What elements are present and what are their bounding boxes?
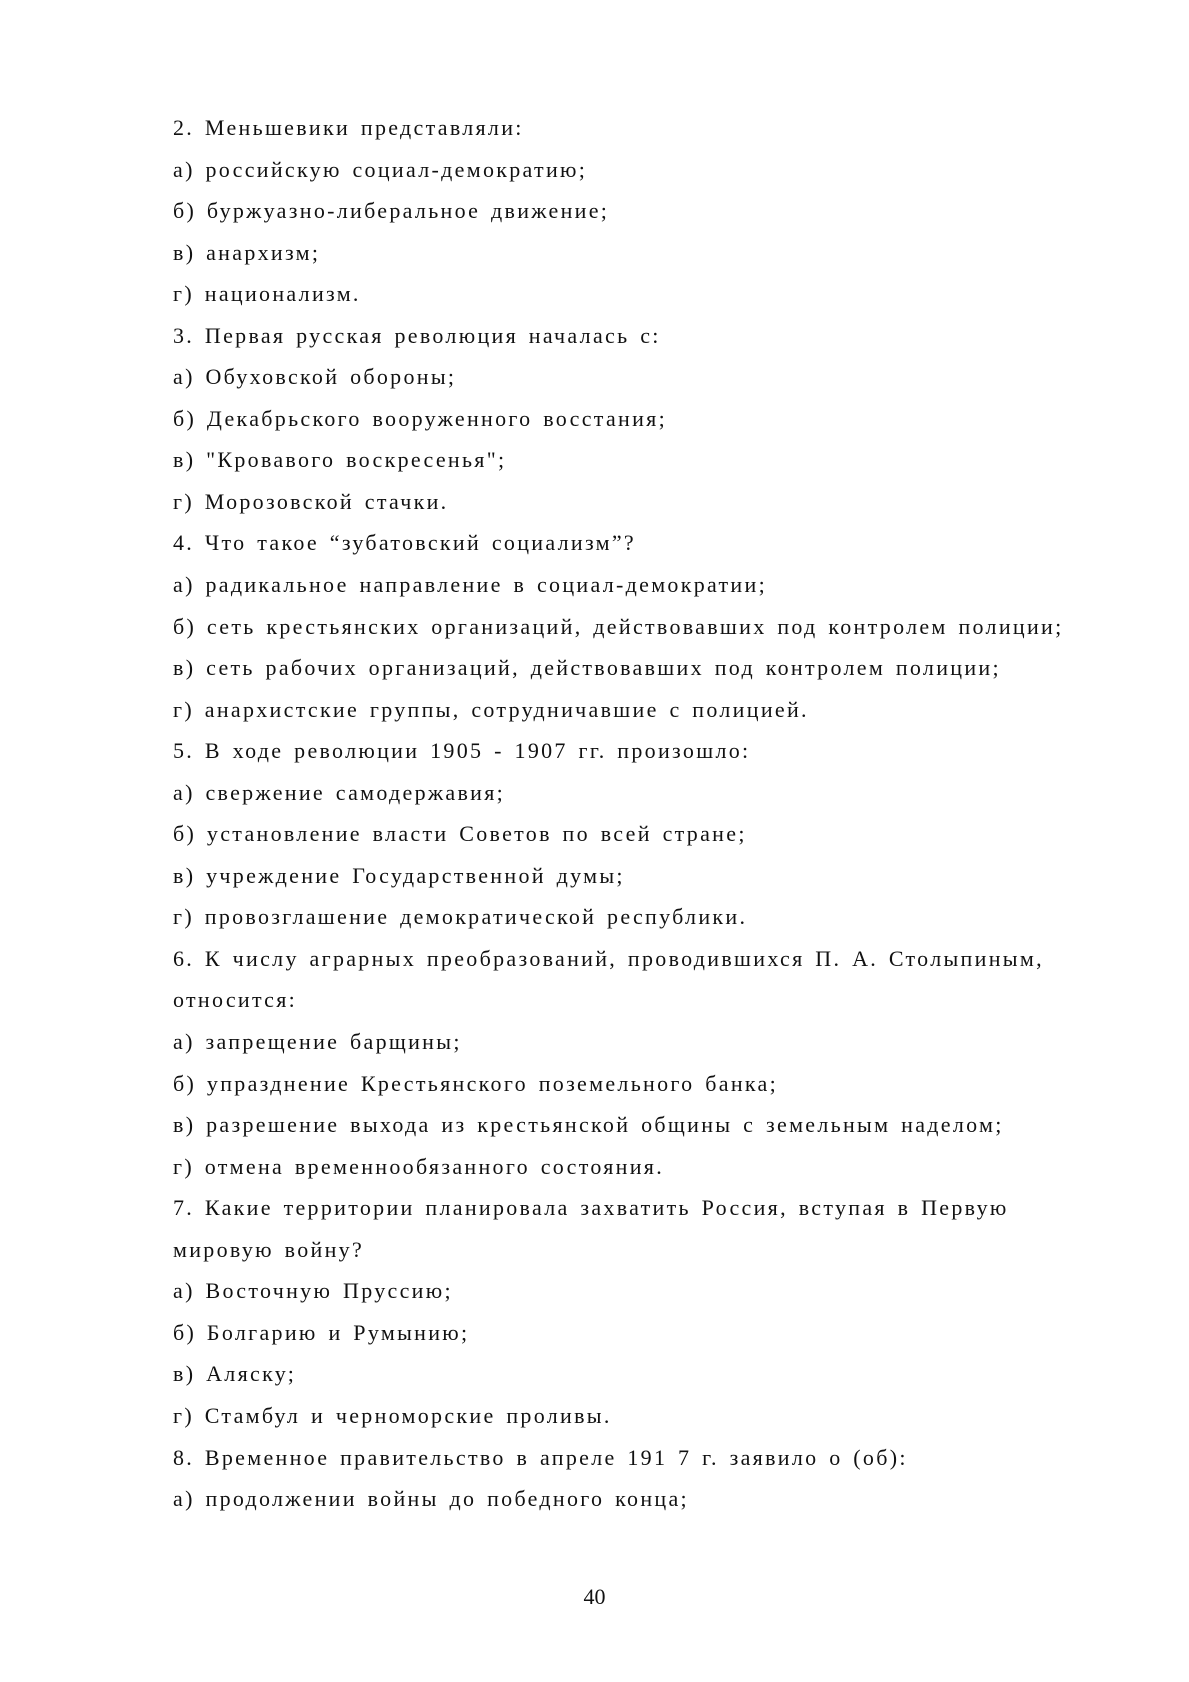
text-line: 5. В ходе революции 1905 - 1907 гг. произошло: (173, 738, 751, 764)
text-line: в) разрешение выхода из крестьянской общины с земельным наделом; (173, 1112, 1004, 1138)
text-line: г) Морозовской стачки. (173, 488, 449, 514)
text-line: а) Восточную Пруссию; (173, 1278, 453, 1304)
text-line: б) сеть крестьянских организаций, действовавших под контролем полиции; (173, 613, 1064, 639)
text-line: в) анархизм; (173, 239, 321, 265)
text-line: б) Декабрьского вооруженного восстания; (173, 405, 668, 431)
text-line: б) буржуазно-либеральное движение; (173, 198, 610, 224)
text-line: б) установление власти Советов по всей стране; (173, 821, 747, 847)
text-line: б) упразднение Крестьянского поземельного банка; (173, 1070, 779, 1096)
text-line: а) Обуховской обороны; (173, 364, 457, 390)
text-line: г) национализм. (173, 281, 361, 307)
text-line: г) отмена временнообязанного состояния. (173, 1153, 664, 1179)
text-line: а) российскую социал-демократию; (173, 156, 588, 182)
text-line: а) радикальное направление в социал-демократии; (173, 572, 767, 598)
question-list (173, 112, 1093, 1525)
text-line: а) продолжении войны до победного конца; (173, 1486, 689, 1512)
text-line: 8. Временное правительство в апреле 191 7 г. заявило о (об): (173, 1444, 908, 1470)
text-line: 6. К числу аграрных преобразований, проводившихся П. А. Столыпиным, (173, 945, 1044, 971)
text-line: б) Болгарию и Румынию; (173, 1319, 470, 1345)
text-line: в) учреждение Государственной думы; (173, 862, 625, 888)
text-line: а) запрещение барщины; (173, 1029, 462, 1055)
text-line: 7. Какие территории планировала захватить Россия, вступая в Первую (173, 1195, 1009, 1221)
text-line: в) Аляску; (173, 1361, 297, 1387)
text-line: относится: (173, 987, 298, 1013)
page-number: 40 (583, 1584, 606, 1609)
text-line: мировую войну? (173, 1236, 365, 1262)
text-line: а) свержение самодержавия; (173, 779, 506, 805)
text-line: г) провозглашение демократической республики. (173, 904, 748, 930)
text-line: г) анархистские группы, сотрудничавшие с полицией. (173, 696, 809, 722)
text-line: в) "Кровавого воскресенья"; (173, 447, 507, 473)
text-line: 3. Первая русская революция началась с: (173, 322, 661, 348)
text-line: в) сеть рабочих организаций, действовавших под контролем полиции; (173, 655, 1001, 681)
text-line: г) Стамбул и черноморские проливы. (173, 1402, 612, 1428)
text-line: 4. Что такое “зубатовский социализм”? (173, 530, 636, 556)
text-line: 2. Меньшевики представляли: (173, 115, 524, 140)
